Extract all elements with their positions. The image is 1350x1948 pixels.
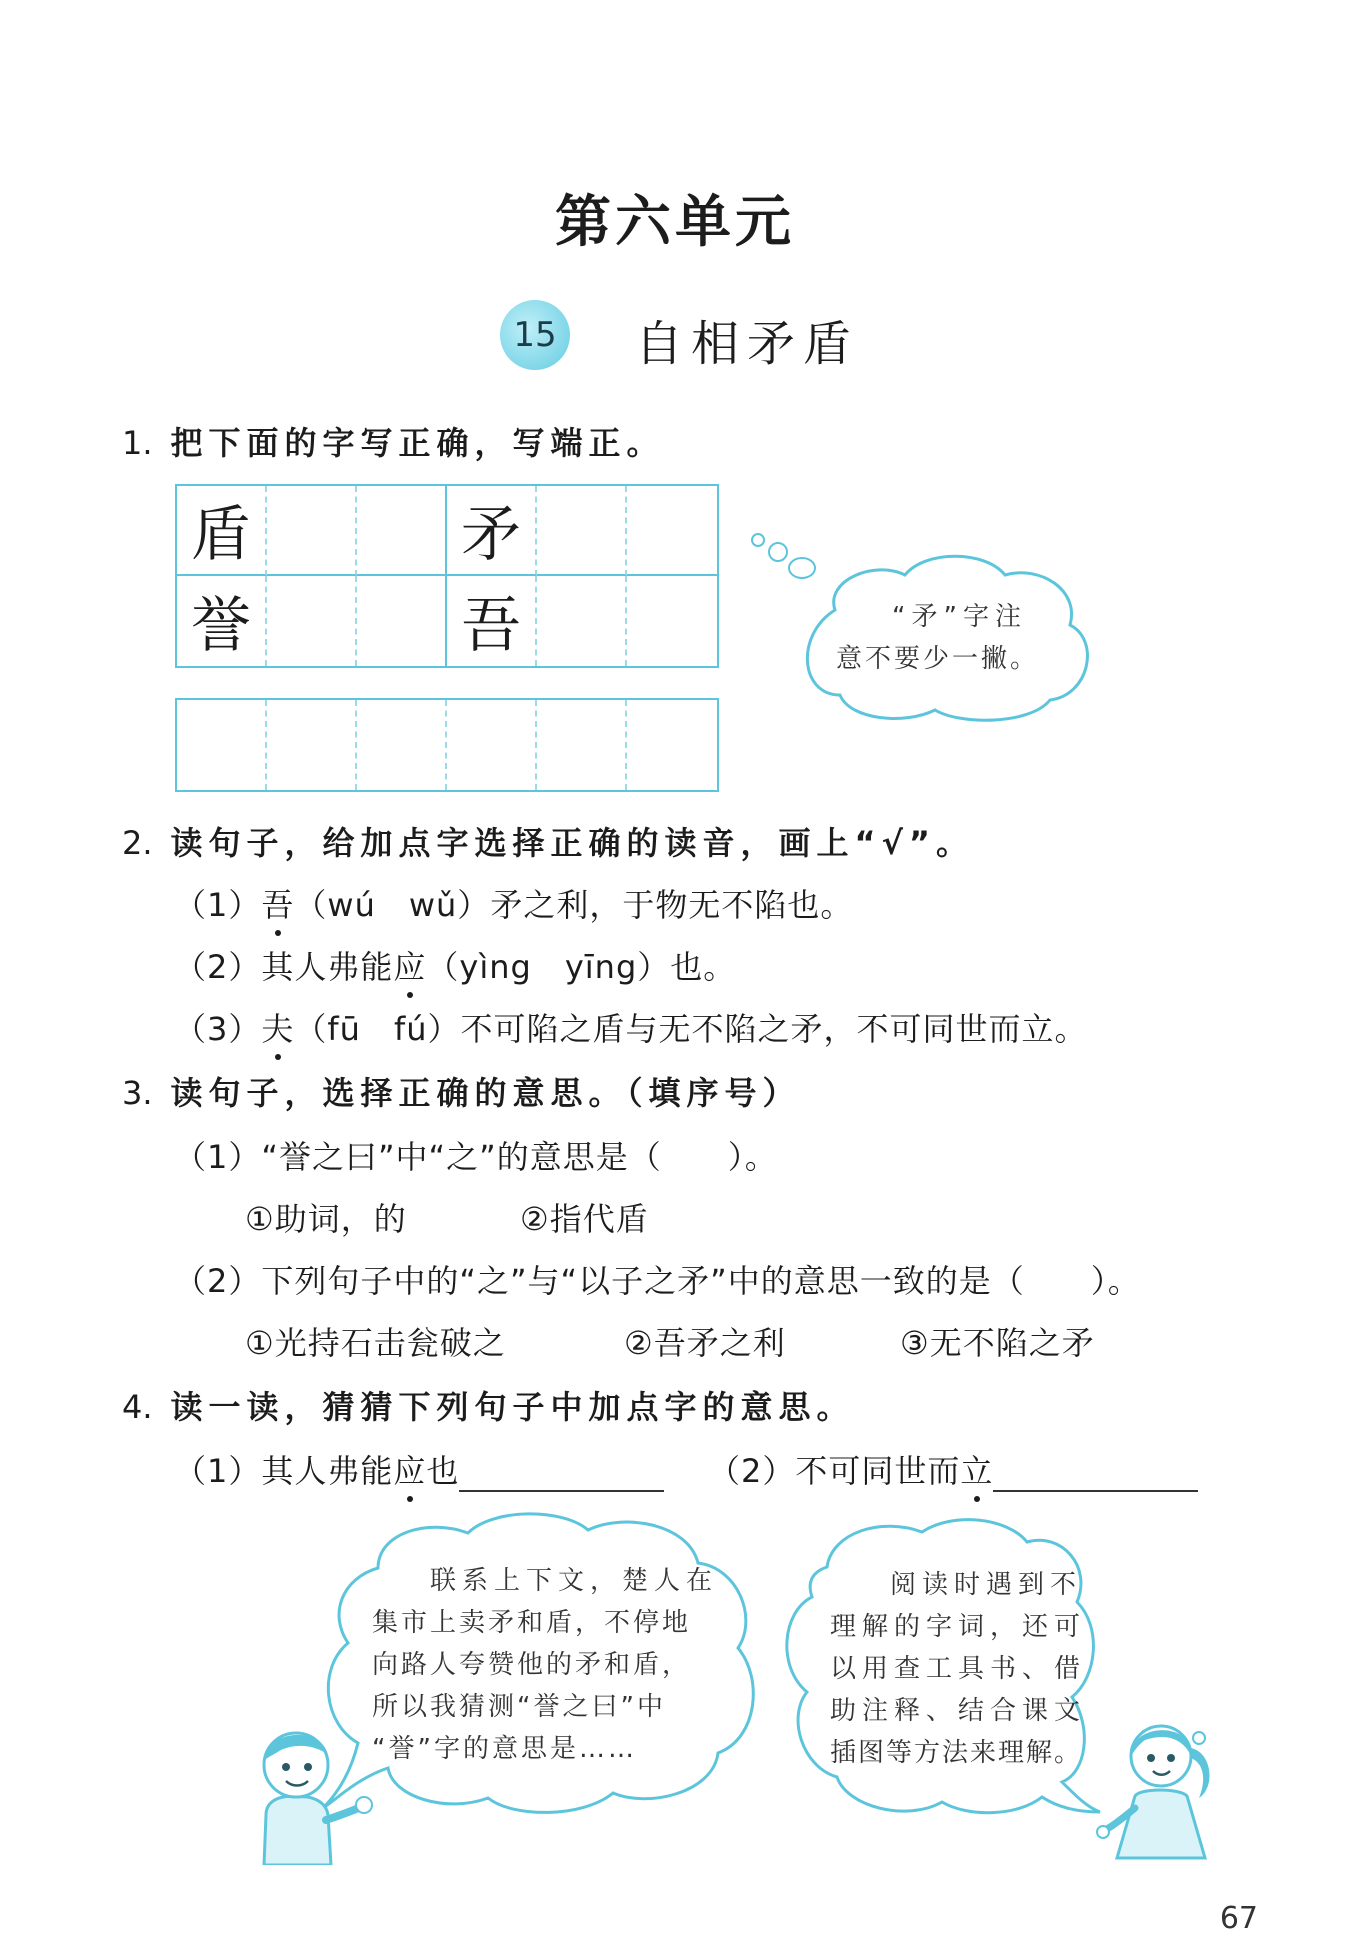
bubble-line: 向路人夸赞他的矛和盾， bbox=[372, 1650, 692, 1680]
grid-cell-empty[interactable] bbox=[537, 576, 627, 666]
question-number: 2. bbox=[122, 824, 153, 862]
bubble-line: 理解的字词，还可 bbox=[830, 1612, 1087, 1642]
sub-text: 下列句子中的“之”与“以子之矛”中的意思一致的是（ ）。 bbox=[261, 1262, 1141, 1300]
question-number: 1. bbox=[122, 424, 153, 462]
answer-blank[interactable] bbox=[459, 1456, 664, 1492]
item-index: （1） bbox=[174, 1138, 262, 1176]
question-3 bbox=[122, 1068, 801, 1114]
question-text: 把下面的字写正确，写端正。 bbox=[170, 424, 665, 462]
grid-char: 吾 bbox=[447, 576, 537, 666]
q2-item-3 bbox=[174, 1004, 1088, 1050]
unit-title: 第六单元 bbox=[555, 189, 795, 255]
dotted-char: 应 bbox=[393, 1446, 426, 1492]
lesson-title: 自相矛盾 bbox=[635, 316, 860, 372]
question-text: 读句子，选择正确的意思。（填序号） bbox=[170, 1074, 801, 1112]
boy-speech-text bbox=[372, 1560, 718, 1770]
item-rest: 不可陷之盾与无不陷之矛，不可同世而立。 bbox=[460, 1010, 1088, 1048]
writing-grid-2 bbox=[175, 698, 719, 792]
question-number: 4. bbox=[122, 1388, 153, 1426]
item-index: （2） bbox=[708, 1452, 796, 1490]
girl-speech-text bbox=[830, 1564, 1086, 1774]
item-index: （2） bbox=[174, 948, 262, 986]
pinyin-options[interactable]: （wú wǔ） bbox=[294, 886, 491, 924]
tip-line-2: 意不要少一撇。 bbox=[836, 644, 1040, 674]
q2-item-1 bbox=[174, 880, 853, 926]
grid-cell-empty[interactable] bbox=[537, 486, 627, 576]
dotted-char: 应 bbox=[393, 942, 426, 988]
boy-illustration-icon bbox=[236, 1715, 386, 1865]
q3-sub-2-option-2: ②吾矛之利 bbox=[624, 1324, 786, 1362]
question-2 bbox=[122, 818, 974, 864]
bubble-line: 以用查工具书、借 bbox=[830, 1654, 1087, 1684]
item-pre: 其人弗能 bbox=[261, 1452, 394, 1490]
writing-grid-1 bbox=[175, 484, 719, 668]
question-4 bbox=[122, 1382, 855, 1428]
answer-blank[interactable] bbox=[993, 1456, 1198, 1492]
bubble-line: 集市上卖矛和盾，不停地 bbox=[372, 1608, 692, 1638]
question-1 bbox=[122, 418, 665, 464]
item-index: （1） bbox=[174, 886, 262, 924]
tip-line-1: “矛”字注 bbox=[892, 602, 1027, 632]
item-rest: 也 bbox=[426, 1452, 460, 1490]
q4-item-2 bbox=[708, 1446, 1198, 1492]
item-index: （3） bbox=[174, 1010, 262, 1048]
q3-sub-1-option-2: ②指代盾 bbox=[520, 1200, 649, 1238]
page-number: 67 bbox=[1219, 1901, 1258, 1936]
q4-item-1 bbox=[174, 1446, 664, 1492]
pinyin-options[interactable]: （yìng yīng） bbox=[426, 948, 671, 986]
q3-sub-1[interactable] bbox=[174, 1132, 778, 1178]
bubble-line: “誉”字的意思是…… bbox=[372, 1734, 637, 1764]
grid-char: 誉 bbox=[177, 576, 267, 666]
item-index: （2） bbox=[174, 1262, 262, 1300]
grid-cell-empty[interactable] bbox=[357, 576, 447, 666]
item-pre: 不可同世而 bbox=[795, 1452, 961, 1490]
dotted-char: 立 bbox=[960, 1446, 993, 1492]
grid-cell-empty[interactable] bbox=[627, 576, 717, 666]
grid-cell-empty[interactable] bbox=[267, 486, 357, 576]
grid-cell-empty[interactable] bbox=[267, 700, 357, 790]
grid-cell-empty[interactable] bbox=[537, 700, 627, 790]
question-number: 3. bbox=[122, 1074, 153, 1112]
bubble-line: 助注释、结合课文 bbox=[830, 1696, 1087, 1726]
grid-cell-empty[interactable] bbox=[357, 700, 447, 790]
item-index: （1） bbox=[174, 1452, 262, 1490]
grid-cell-empty[interactable] bbox=[627, 486, 717, 576]
lesson-number-badge: 15 bbox=[500, 300, 570, 370]
grid-cell-empty[interactable] bbox=[627, 700, 717, 790]
bubble-line: 所以我猜测“誉之曰”中 bbox=[372, 1692, 666, 1722]
item-rest: 矛之利，于物无不陷也。 bbox=[490, 886, 854, 924]
question-text: 读句子，给加点字选择正确的读音，画上“√”。 bbox=[170, 824, 974, 862]
bubble-line: 插图等方法来理解。 bbox=[830, 1738, 1083, 1768]
grid-char: 盾 bbox=[177, 486, 267, 576]
grid-cell-empty[interactable] bbox=[357, 486, 447, 576]
dotted-char: 吾 bbox=[261, 880, 294, 926]
q2-item-2 bbox=[174, 942, 736, 988]
grid-cell-empty[interactable] bbox=[267, 576, 357, 666]
item-rest: 也。 bbox=[670, 948, 737, 986]
grid-cell-empty[interactable] bbox=[447, 700, 537, 790]
grid-cell-empty[interactable] bbox=[177, 700, 267, 790]
grid-char: 矛 bbox=[447, 486, 537, 576]
bubble-line: 联系上下文，楚人在 bbox=[430, 1566, 719, 1596]
girl-illustration-icon bbox=[1095, 1708, 1230, 1863]
pinyin-options[interactable]: （fū fú） bbox=[294, 1010, 461, 1048]
q3-sub-2-option-1: ①光持石击瓮破之 bbox=[245, 1324, 506, 1362]
q3-sub-1-option-1: ①助词，的 bbox=[245, 1200, 407, 1238]
q3-sub-2-option-3: ③无不陷之矛 bbox=[900, 1324, 1095, 1362]
bubble-line: 阅读时遇到不 bbox=[890, 1570, 1083, 1600]
q3-sub-2[interactable] bbox=[174, 1256, 1141, 1302]
item-pre: 其人弗能 bbox=[261, 948, 394, 986]
dotted-char: 夫 bbox=[261, 1004, 294, 1050]
sub-text: “誉之曰”中“之”的意思是（ ）。 bbox=[261, 1138, 778, 1176]
question-text: 读一读，猜猜下列句子中加点字的意思。 bbox=[170, 1388, 855, 1426]
